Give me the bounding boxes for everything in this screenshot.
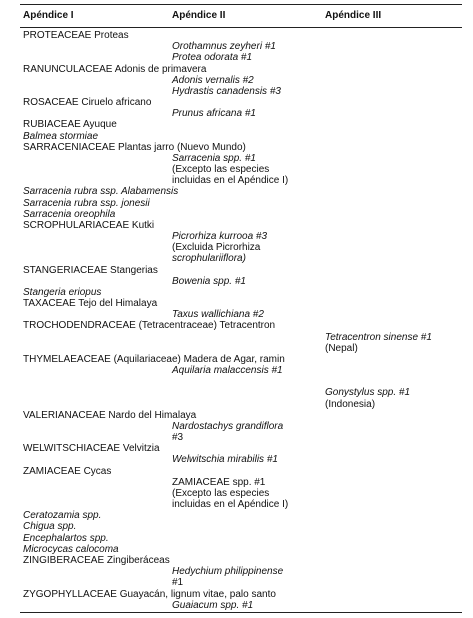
table-row (0, 387, 473, 398)
appendix-i-entry: Encephalartos spp. (23, 532, 109, 544)
appendix-i-entry: Balmea stormiae (23, 130, 99, 142)
appendix-i-entry: Sarracenia oreophila (23, 208, 116, 220)
header-appendix-ii: Apéndice II (172, 10, 226, 21)
appendix-ii-entry: Aquilaria malaccensis #1 (172, 365, 283, 377)
table-row (0, 332, 473, 343)
table-row (0, 276, 473, 287)
header-appendix-i: Apéndice I (23, 10, 74, 21)
table-row (0, 544, 473, 555)
appendix-iii-entry: Gonystylus spp. #1 (325, 387, 411, 399)
appendix-i-entry: Chigua spp. (23, 521, 77, 533)
table-row (0, 320, 473, 331)
table-row (0, 265, 473, 276)
table-row (0, 298, 473, 309)
table-header (0, 0, 473, 27)
appendix-ii-entry: Taxus wallichiana #2 (172, 309, 264, 321)
appendix-i-entry: Sarracenia rubra ssp. jonesii (23, 197, 150, 209)
table-row (0, 52, 473, 63)
table-row (0, 466, 473, 477)
table-row (0, 119, 473, 130)
appendix-i-entry: PROTEACEAE Proteas (23, 30, 129, 41)
table-row (0, 577, 473, 588)
appendix-ii-entry: Hedychium philippinense (172, 566, 284, 578)
table-row (0, 198, 473, 209)
table-row (0, 343, 473, 354)
appendix-i-entry: TAXACEAE Tejo del Himalaya (23, 298, 158, 310)
table-row (0, 488, 473, 499)
appendix-ii-entry: Hydrastis canadensis #3 (172, 85, 281, 97)
table-row (0, 175, 473, 186)
appendix-i-entry: Microcycas calocoma (23, 543, 119, 555)
table-row (0, 41, 473, 52)
table-row (0, 209, 473, 220)
appendix-ii-entry: #1 (172, 577, 184, 589)
appendix-ii-entry: Picrorhiza kurrooa #3 (172, 231, 268, 243)
table-row (0, 186, 473, 197)
table-row (0, 131, 473, 142)
table-row (0, 220, 473, 231)
bottom-rule (20, 612, 462, 613)
appendix-i-entry: Sarracenia rubra ssp. Alabamensis (23, 186, 179, 198)
appendix-i-entry: ZAMIACEAE Cycas (23, 465, 112, 477)
table-row (0, 443, 473, 454)
table-row (0, 231, 473, 242)
table-row (0, 30, 473, 41)
appendix-i-entry: Ceratozamia spp. (23, 510, 102, 522)
table-row (0, 521, 473, 532)
appendix-ii-entry: Guaiacum spp. #1 (172, 599, 254, 611)
appendix-ii-entry: Bowenia spp. #1 (172, 275, 246, 287)
table-row (0, 86, 473, 97)
appendix-ii-entry: #3 (172, 432, 184, 444)
appendix-i-entry: STANGERIACEAE Stangerias (23, 264, 158, 276)
appendix-ii-entry: (Excepto las especies (172, 164, 270, 176)
table-row (0, 64, 473, 75)
table-row (0, 164, 473, 175)
appendix-iii-entry: (Nepal) (325, 342, 358, 354)
appendix-i-entry: WELWITSCHIACEAE Velvitzia (23, 443, 160, 455)
appendix-ii-entry: incluidas en el Apéndice I) (172, 499, 289, 511)
appendix-i-entry: SARRACENIACEAE Plantas jarro (Nuevo Mundo) (23, 141, 246, 153)
appendix-i-entry: ROSACEAE Ciruelo africano (23, 97, 152, 109)
appendix-ii-entry: Orothamnus zeyheri #1 (172, 41, 276, 53)
appendix-iii-entry: Tetracentron sinense #1 (325, 331, 432, 343)
table-row (0, 589, 473, 600)
table-row (0, 566, 473, 577)
table-row (0, 365, 473, 376)
table-row (0, 354, 473, 365)
table-row (0, 75, 473, 86)
appendix-i-entry: Stangeria eriopus (23, 286, 102, 298)
appendix-i-entry: ZINGIBERACEAE Zingiberáceas (23, 554, 170, 566)
table-row (0, 97, 473, 108)
appendix-i-entry: RANUNCULACEAE Adonis de primavera (23, 63, 207, 75)
appendix-ii-entry: ZAMIACEAE spp. #1 (172, 476, 266, 488)
table-row (0, 533, 473, 544)
appendix-i-entry: SCROPHULARIACEAE Kutki (23, 219, 155, 231)
appendix-iii-entry: (Indonesia) (325, 398, 376, 410)
appendix-ii-entry: scrophulariiflora) (172, 253, 246, 265)
table-row (0, 142, 473, 153)
table-row (0, 242, 473, 253)
top-rule (20, 4, 462, 5)
appendix-ii-entry: (Excepto las especies (172, 487, 270, 499)
table-row (0, 410, 473, 421)
appendix-i-entry: ZYGOPHYLLACEAE Guayacán, lignum vitae, palo santo (23, 588, 276, 600)
table-row (0, 108, 473, 119)
appendix-ii-entry: (Excluida Picrorhiza (172, 242, 261, 254)
table-row (0, 253, 473, 264)
appendix-ii-entry: Protea odorata #1 (172, 52, 253, 64)
table-row (0, 153, 473, 164)
table-row (0, 376, 473, 387)
table-row (0, 309, 473, 320)
header-rule (20, 27, 462, 28)
appendix-i-entry: TROCHODENDRACEAE (Tetracentraceae) Tetracentron (23, 320, 276, 332)
appendix-ii-entry: Nardostachys grandiflora (172, 420, 284, 432)
table-row (0, 399, 473, 410)
appendix-ii-entry: Adonis vernalis #2 (172, 74, 254, 86)
appendix-i-entry: VALERIANACEAE Nardo del Himalaya (23, 409, 197, 421)
appendix-ii-entry: incluidas en el Apéndice I) (172, 175, 289, 187)
header-appendix-iii: Apéndice III (325, 10, 382, 21)
table-row (0, 421, 473, 432)
appendix-i-entry: RUBIACEAE Ayuque (23, 119, 117, 131)
table-row (0, 454, 473, 465)
table-row (0, 600, 473, 611)
appendix-ii-entry: Sarracenia spp. #1 (172, 152, 256, 164)
appendix-ii-entry: Welwitschia mirabilis #1 (172, 454, 278, 466)
table-row (0, 287, 473, 298)
appendix-ii-entry: Prunus africana #1 (172, 108, 256, 120)
table-row (0, 510, 473, 521)
table-row (0, 555, 473, 566)
table-row (0, 477, 473, 488)
appendix-i-entry: THYMELAEACEAE (Aquilariaceae) Madera de Agar, ramin (23, 353, 285, 365)
table-row (0, 499, 473, 510)
table-row (0, 432, 473, 443)
